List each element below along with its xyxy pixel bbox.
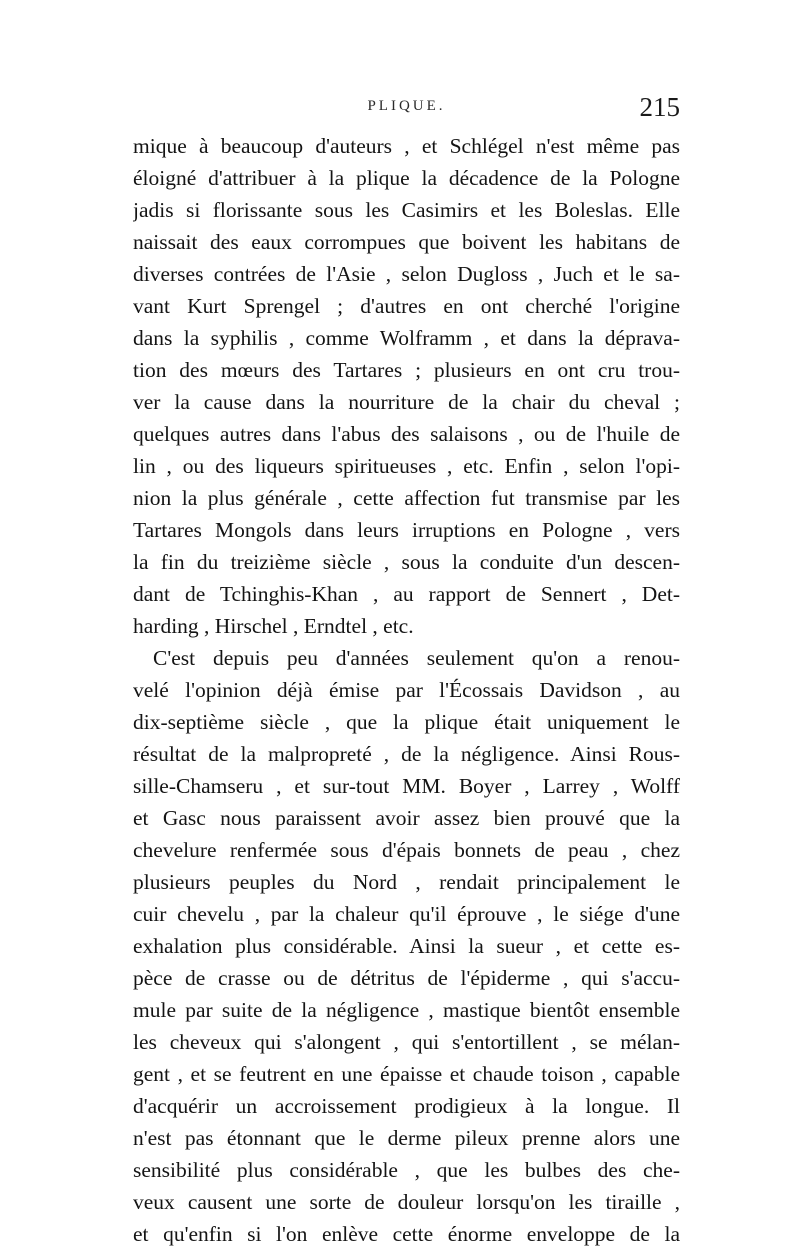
text-line: diverses contrées de l'Asie , selon Dugloss , Juch et le sa- <box>133 262 680 286</box>
paragraph-start-line: C'est depuis peu d'années seulement qu'on a renou- <box>153 646 680 670</box>
text-line: ver la cause dans la nourriture de la chair du cheval ; <box>133 390 680 414</box>
text-line: sensibilité plus considérable , que les bulbes des che- <box>133 1158 680 1182</box>
text-line: cuir chevelu , par la chaleur qu'il éprouve , le siége d'une <box>133 902 680 926</box>
running-head <box>133 92 680 132</box>
page-number: 215 <box>639 92 680 122</box>
text-line: tion des mœurs des Tartares ; plusieurs en ont cru trou- <box>133 358 680 382</box>
text-line: sille-Chamseru , et sur-tout MM. Boyer , Larrey , Wolff <box>133 774 680 798</box>
text-line: naissait des eaux corrompues que boivent les habitans de <box>133 230 680 254</box>
text-line: dix-septième siècle , que la plique était uniquement le <box>133 710 680 734</box>
text-line: nion la plus générale , cette affection fut transmise par les <box>133 486 680 510</box>
text-line: gent , et se feutrent en une épaisse et chaude toison , capable <box>133 1062 680 1086</box>
text-line: veux causent une sorte de douleur lorsqu'on les tiraille , <box>133 1190 680 1214</box>
text-line: mule par suite de la négligence , mastique bientôt ensemble <box>133 998 680 1022</box>
text-line: les cheveux qui s'alongent , qui s'entortillent , se mélan- <box>133 1030 680 1054</box>
text-line: vant Kurt Sprengel ; d'autres en ont cherché l'origine <box>133 294 680 318</box>
text-line: velé l'opinion déjà émise par l'Écossais Davidson , au <box>133 678 680 702</box>
text-line: dans la syphilis , comme Wolframm , et dans la déprava- <box>133 326 680 350</box>
text-line: n'est pas étonnant que le derme pileux prenne alors une <box>133 1126 680 1150</box>
text-line: résultat de la malpropreté , de la négligence. Ainsi Rous- <box>133 742 680 766</box>
text-line: jadis si florissante sous les Casimirs et les Boleslas. Elle <box>133 198 680 222</box>
text-line: Tartares Mongols dans leurs irruptions en Pologne , vers <box>133 518 680 542</box>
text-line: d'acquérir un accroissement prodigieux à la longue. Il <box>133 1094 680 1118</box>
text-line: chevelure renfermée sous d'épais bonnets de peau , chez <box>133 838 680 862</box>
text-line: pèce de crasse ou de détritus de l'épiderme , qui s'accu- <box>133 966 680 990</box>
paragraph-end-line: harding , Hirschel , Erndtel , etc. <box>133 614 414 638</box>
body-text <box>133 130 680 1250</box>
running-title: PLIQUE. <box>367 98 446 114</box>
text-line: dant de Tchinghis-Khan , au rapport de Sennert , Det- <box>133 582 680 606</box>
text-line: et Gasc nous paraissent avoir assez bien prouvé que la <box>133 806 680 830</box>
text-line: et qu'enfin si l'on enlève cette énorme enveloppe de la <box>133 1222 680 1246</box>
text-line: la fin du treizième siècle , sous la conduite d'un descen- <box>133 550 680 574</box>
text-line: exhalation plus considérable. Ainsi la sueur , et cette es- <box>133 934 680 958</box>
text-line: lin , ou des liqueurs spiritueuses , etc. Enfin , selon l'opi- <box>133 454 680 478</box>
text-line: éloigné d'attribuer à la plique la décadence de la Pologne <box>133 166 680 190</box>
text-line: plusieurs peuples du Nord , rendait principalement le <box>133 870 680 894</box>
text-line: mique à beaucoup d'auteurs , et Schlégel n'est même pas <box>133 134 680 158</box>
text-line: quelques autres dans l'abus des salaisons , ou de l'huile de <box>133 422 680 446</box>
